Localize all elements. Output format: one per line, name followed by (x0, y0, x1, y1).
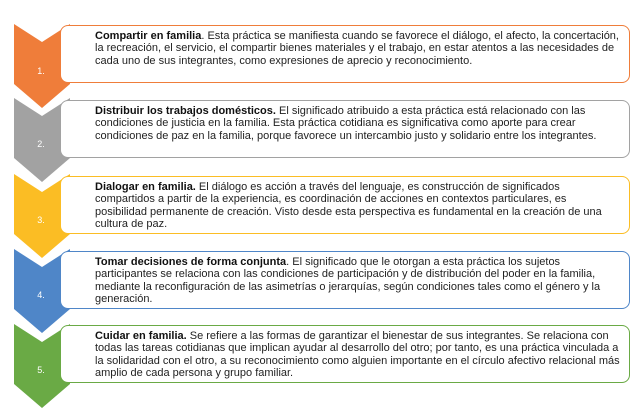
step-5-title: Cuidar en familia. (95, 330, 187, 342)
step-3-box (60, 176, 630, 234)
step-1-number: 1. (37, 66, 45, 76)
step-2-box (60, 100, 630, 158)
step-3-title: Dialogar en familia. (95, 181, 196, 193)
step-2-title: Distribuir los trabajos domésticos. (95, 105, 276, 117)
step-4-text: . El significado que le otorgan a esta práctica los sujetos participantes se relaciona con las condiciones de participación y de distribución del poder en la familia, mediante la reconfiguración de las asimetrías o jerarquías, según condiciones tales como el género y la generación. (95, 256, 601, 305)
step-1-text: . Esta práctica se manifiesta cuando se favorece el diálogo, el afecto, la concertación, la recreación, el servicio, el compartir bienes materiales y el trabajo, en estar atentos a las necesidades de cada uno de sus integrantes, como expresiones de aprecio y reconocimiento. (95, 30, 619, 67)
step-5-text: Se refiere a las formas de garantizar el bienestar de sus integrantes. Se relaciona con todas las tareas cotidianas que implican ayudar al desarrollo del otro; por tanto, es una práctica vinculada a la solidaridad con el otro, a su reconocimiento como alguien importante en el círculo afectivo relacional más amplio de cada persona y grupo familiar. (95, 330, 620, 379)
step-3-number: 3. (37, 215, 45, 225)
step-2-number: 2. (37, 139, 45, 149)
step-1-box (60, 25, 630, 83)
step-4-box (60, 251, 630, 309)
step-5-number: 5. (37, 365, 45, 375)
step-4-title: Tomar decisiones de forma conjunta (95, 256, 287, 268)
step-4-number: 4. (37, 290, 45, 300)
step-5-box (60, 325, 630, 383)
step-2-text: El significado atribuido a esta práctica está relacionado con las condiciones de justicia en la familia. Esta práctica cotidiana es significativa como aporte para crear condiciones de paz en la familia, porque favorece un intercambio justo y solidario entre los integrantes. (95, 105, 597, 142)
step-1-title: Compartir en familia (95, 30, 202, 42)
step-3-text: El diálogo es acción a través del lenguaje, es construcción de significados compartidos a partir de la experiencia, es coordinación de acciones en contextos particulares, es posibilidad permanente de creación. Visto desde esta perspectiva es fundamental en la creación de una cultura de paz. (95, 181, 602, 230)
